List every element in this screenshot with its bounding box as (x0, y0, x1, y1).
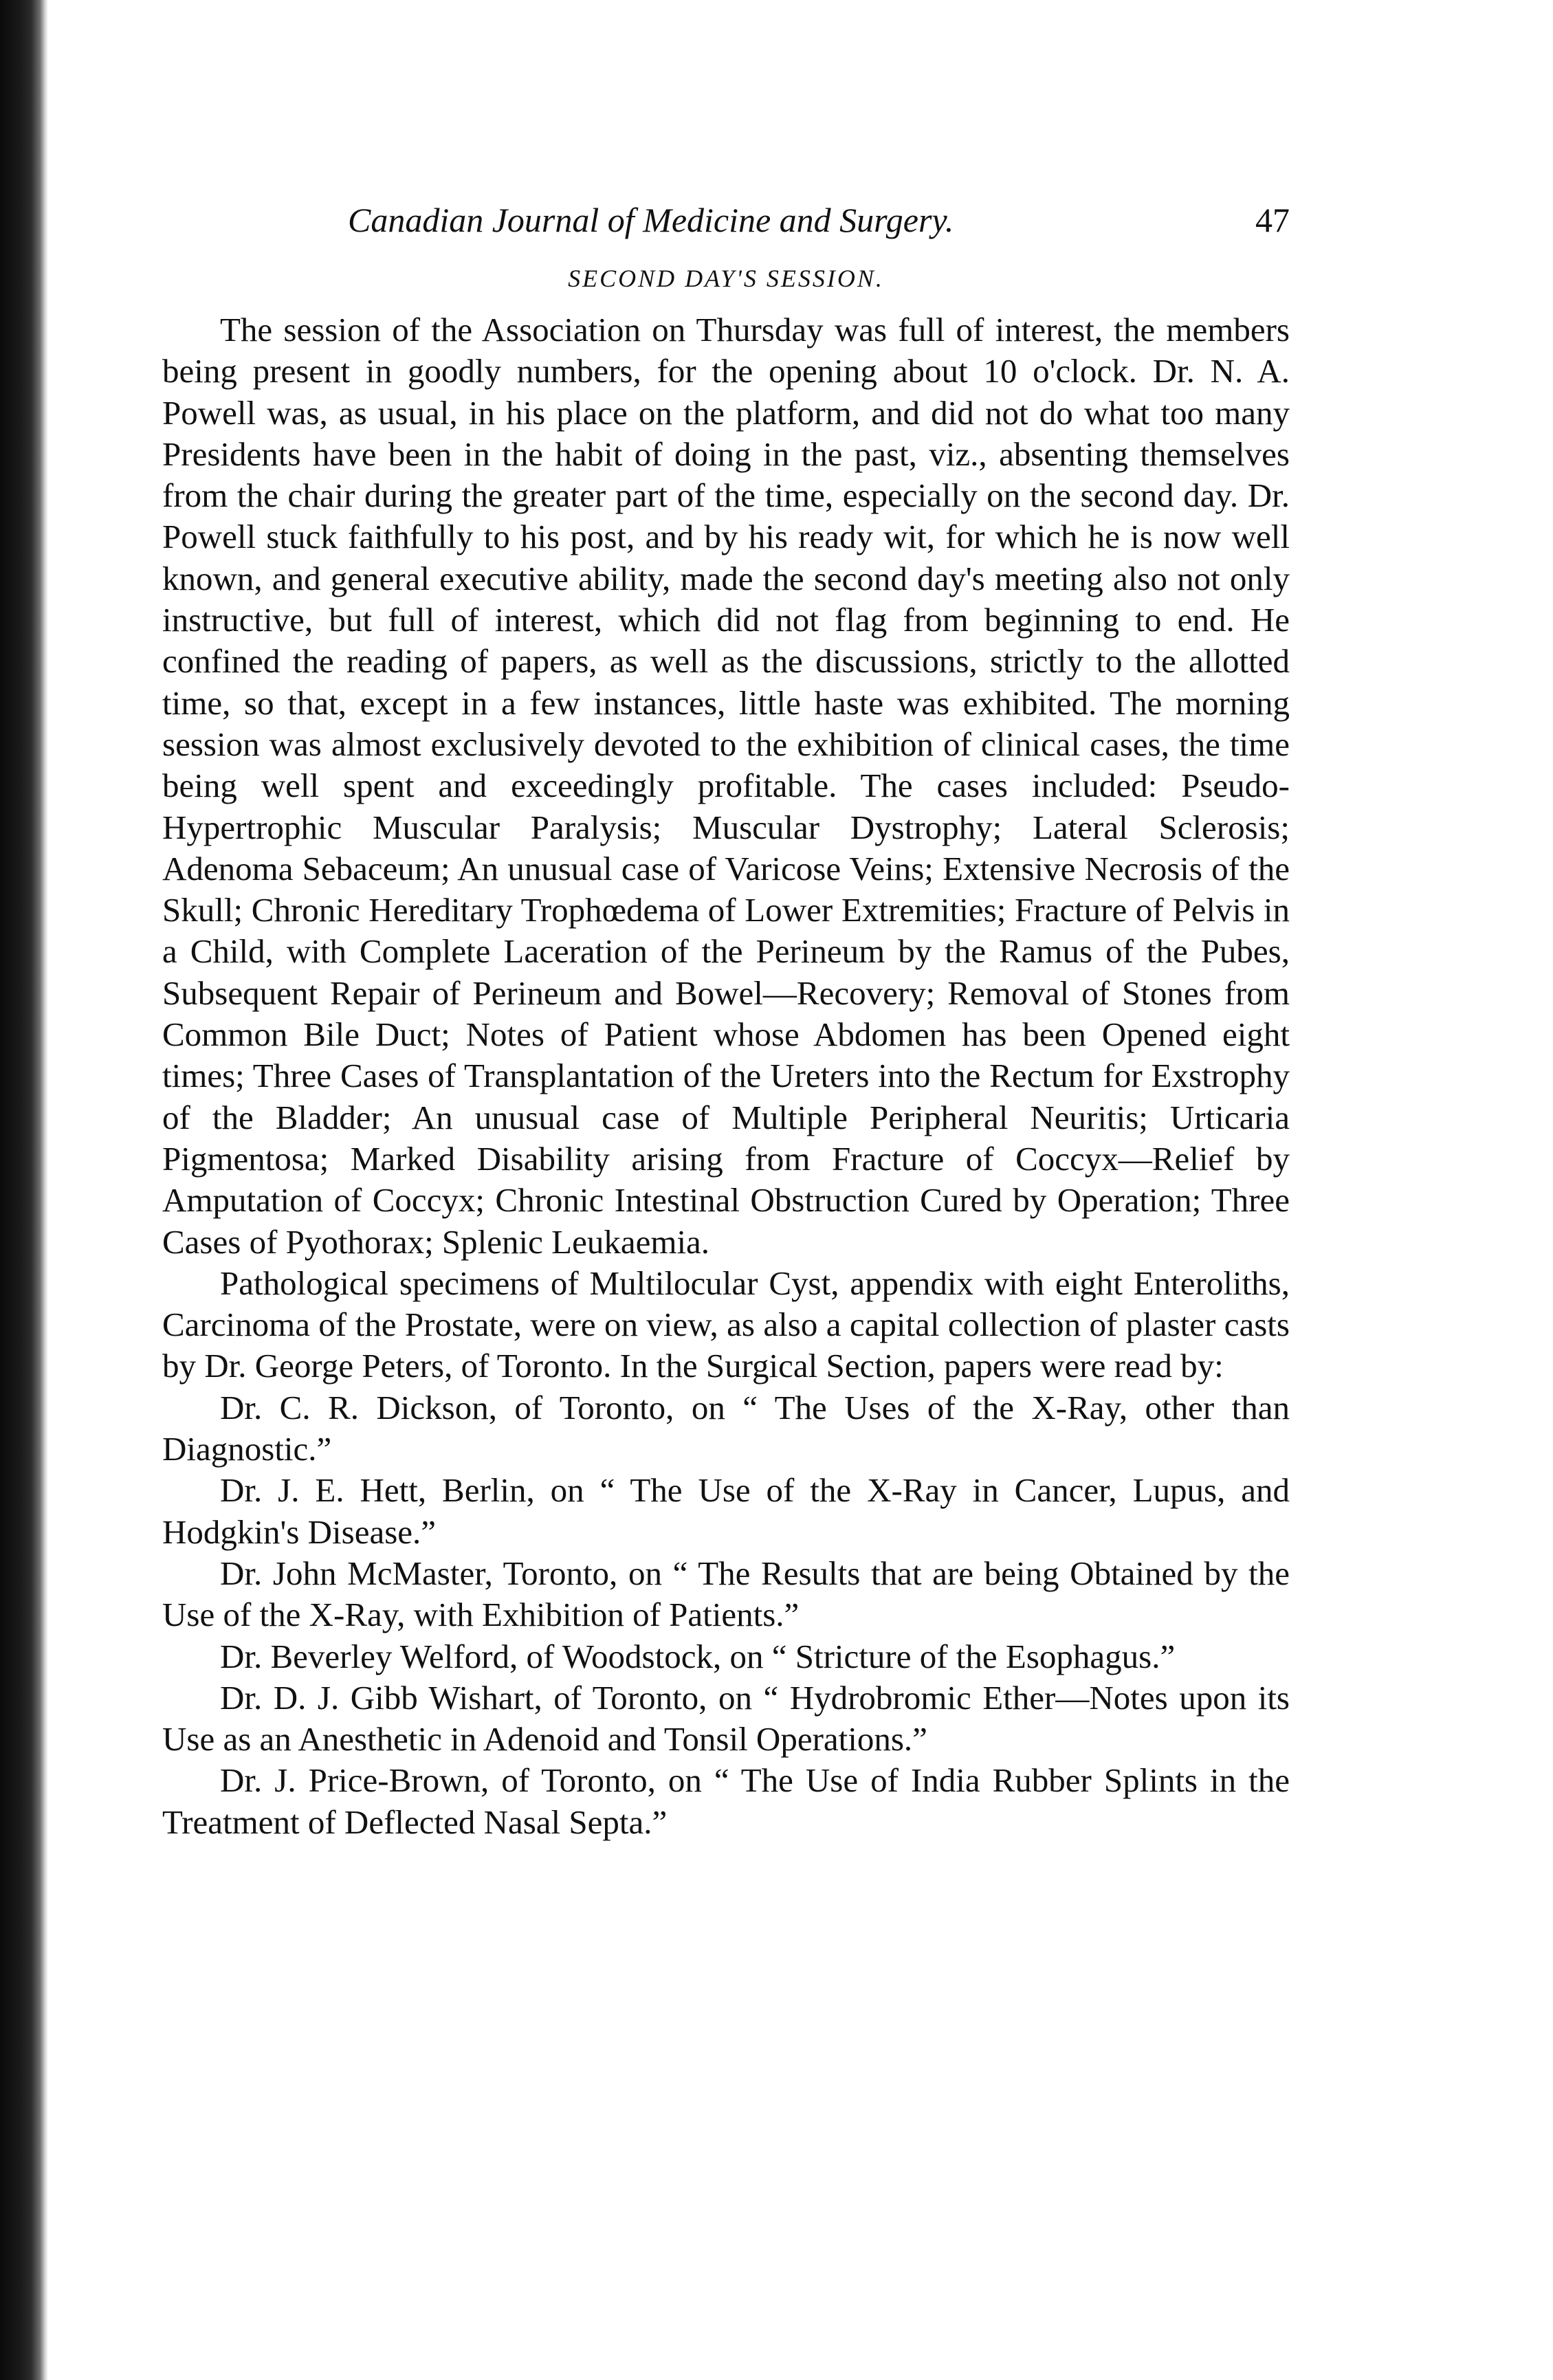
scan-binding-edge (0, 0, 48, 2380)
running-title: Canadian Journal of Medicine and Surgery. (348, 201, 954, 239)
paragraph-paper-wishart: Dr. D. J. Gibb Wishart, of Toronto, on “ Hydrobromic Ether—Notes upon its Use as an Anesthetic in Adenoid and Tonsil Operations.” (162, 1678, 1290, 1759)
page-header (162, 199, 1290, 261)
section-title: SECOND DAY'S SESSION. (568, 265, 884, 292)
journal-page (162, 199, 1290, 1843)
paragraph-pathological-specimens: Pathological specimens of Multilocular Cyst, appendix with eight Enteroliths, Carcinoma of the Prostate, were on view, as also a capital collection of plaster casts by Dr. George Peters, of Toronto. In the Surgical Section, papers were read by: (162, 1264, 1290, 1385)
paragraph-paper-dickson: Dr. C. R. Dickson, of Toronto, on “ The Uses of the X-Ray, other than Diagnostic.” (162, 1388, 1290, 1468)
page-number: 47 (1255, 201, 1290, 239)
paragraph-paper-hett: Dr. J. E. Hett, Berlin, on “ The Use of the X-Ray in Cancer, Lupus, and Hodgkin's Disease.” (162, 1471, 1290, 1551)
paragraph-paper-price-brown: Dr. J. Price-Brown, of Toronto, on “ The Use of India Rubber Splints in the Treatment of Deflected Nasal Septa.” (162, 1761, 1290, 1841)
paragraph-paper-welford: Dr. Beverley Welford, of Woodstock, on “ Stricture of the Esophagus.” (220, 1637, 1176, 1675)
paragraph-paper-mcmaster: Dr. John McMaster, Toronto, on “ The Results that are being Obtained by the Use of the X-Ray, with Exhibition of Patients.” (162, 1554, 1290, 1634)
paragraph-session-summary: The session of the Association on Thursday was full of interest, the members being present in goodly numbers, for the opening about 10 o'clock. Dr. N. A. Powell was, as usual, in his place on the platform, and did not do what too many Presidents have been in the habit of doing in the past, viz., absenting themselves from the chair during the greater part of the time, especially on the second day. Dr. Powell stuck faithfully to his post, and by his ready wit, for which he is now well known, and general executive ability, made the second day's meeting also not only instructive, but full of interest, which did not flag from beginning to end. He confined the reading of papers, as well as the discussions, strictly to the allotted time, so that, except in a few instances, little haste was exhibited. The morning session was almost exclusively devoted to the exhibition of clinical cases, the time being well spent and exceedingly profitable. The cases included: Pseudo-Hypertrophic Muscular Paralysis; Muscular Dystrophy; Lateral Sclerosis; Adenoma Sebaceum; An unusual case of Varicose Veins; Extensive Necrosis of the Skull; Chronic Hereditary Trophœdema of Lower Extremities; Fracture of Pelvis in a Child, with Complete Laceration of the Perineum by the Ramus of the Pubes, Subsequent Repair of Perineum and Bowel—Recovery; Removal of Stones from Common Bile Duct; Notes of Patient whose Abdomen has been Opened eight times; Three Cases of Transplantation of the Ureters into the Rectum for Exstrophy of the Bladder; An unusual case of Multiple Peripheral Neuritis; Urticaria Pigmentosa; Marked Disability arising from Fracture of Coccyx—Relief by Amputation of Coccyx; Chronic Intestinal Obstruction Cured by Operation; Three Cases of Pyothorax; Splenic Leukaemia. (162, 311, 1290, 1261)
